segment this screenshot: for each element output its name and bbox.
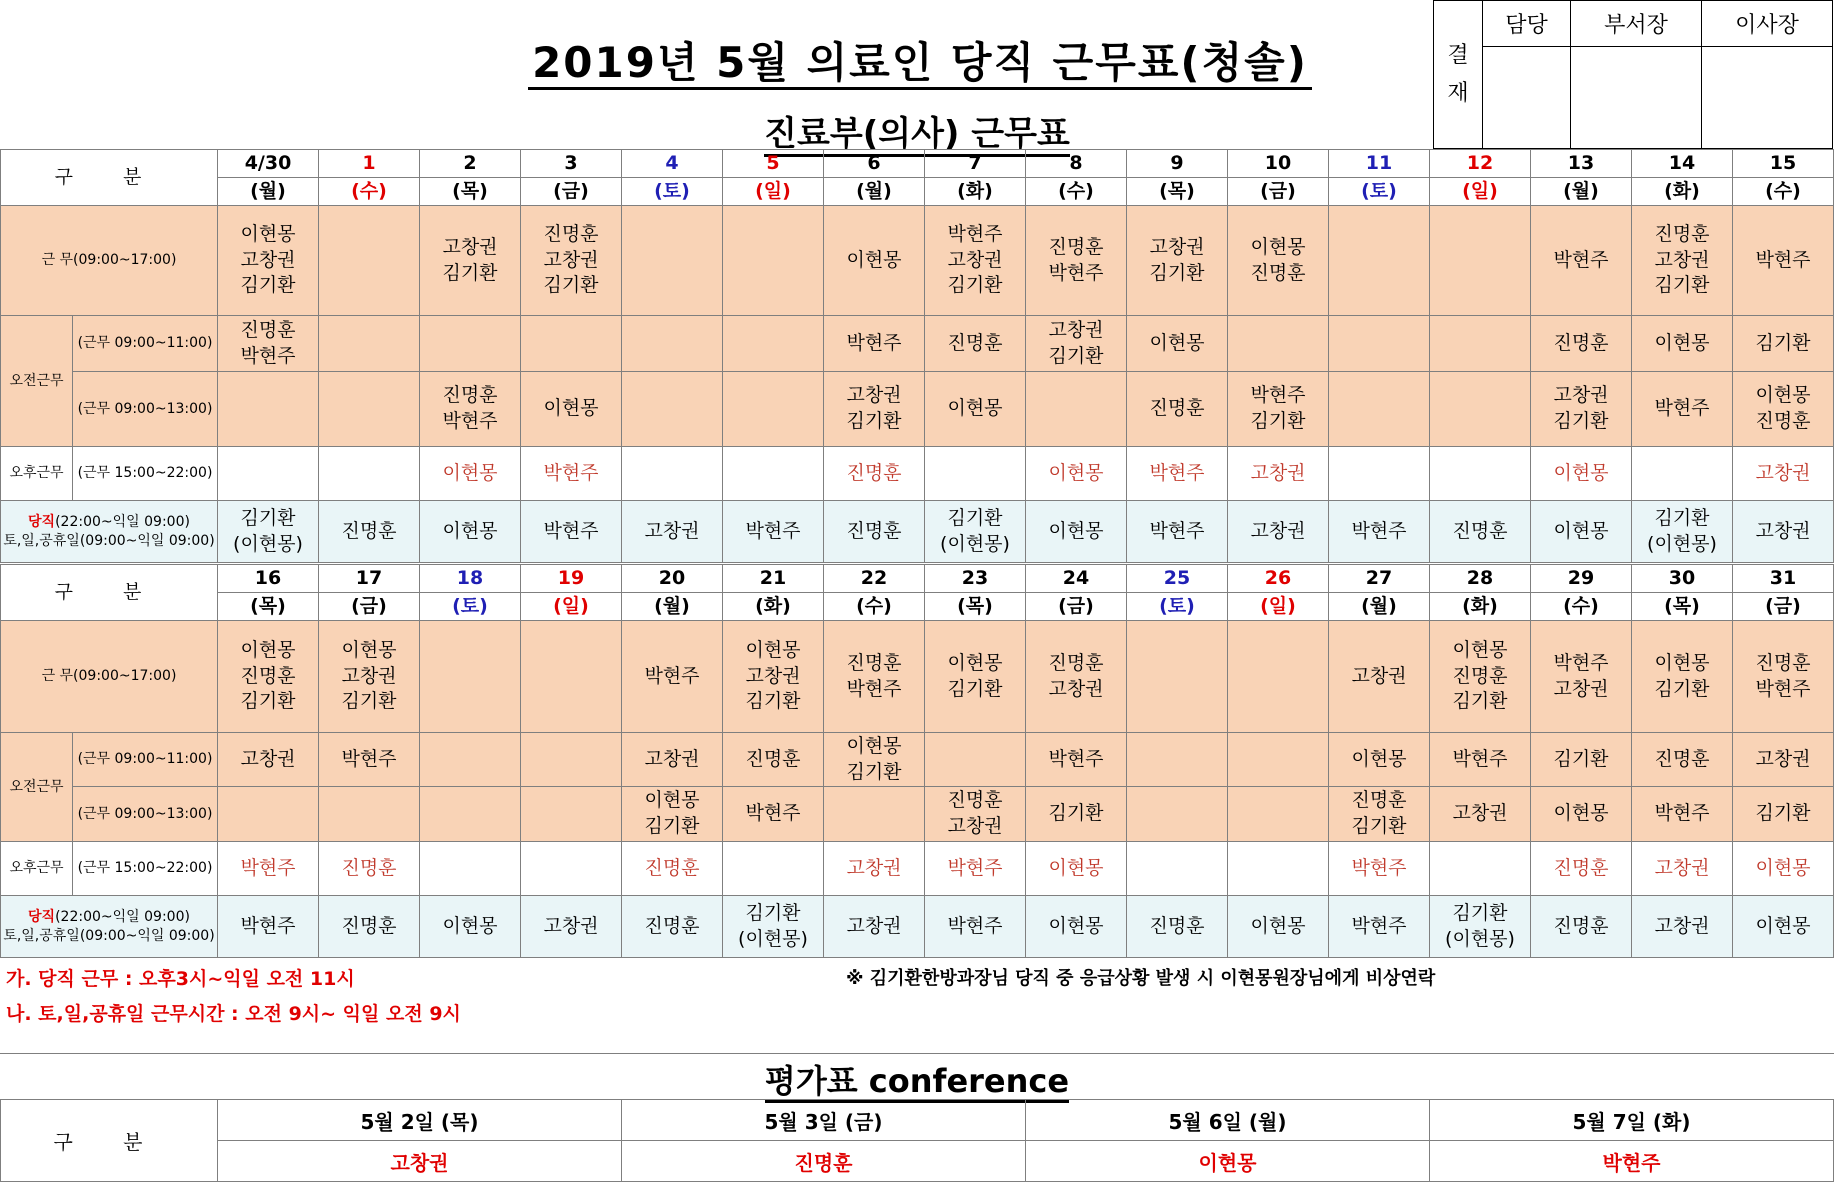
note-duty-hours: 가. 당직 근무 : 오후3시~익일 오전 11시 (6, 968, 355, 990)
date-cell: 17 (319, 565, 420, 593)
date-cell: 15 (1733, 150, 1834, 178)
shift-cell[interactable]: 진명훈 (1531, 842, 1632, 896)
shift-cell[interactable]: 진명훈 고창권 (925, 787, 1026, 842)
weekday-cell: (토) (420, 593, 521, 621)
shift-cell[interactable]: 박현주 (521, 501, 622, 563)
shift-cell[interactable] (622, 316, 723, 372)
weekday-cell: (일) (723, 178, 824, 206)
shift-cell[interactable]: 이현몽 (1127, 316, 1228, 372)
shift-cell[interactable] (1329, 316, 1430, 372)
shift-cell[interactable]: 이현몽 (420, 447, 521, 501)
conference-presenter: 박현주 (1430, 1141, 1834, 1182)
shift-cell[interactable]: 이현몽 (925, 372, 1026, 447)
shift-cell[interactable] (319, 372, 420, 447)
shift-cell[interactable] (420, 733, 521, 787)
weekday-cell: (목) (925, 593, 1026, 621)
row-label-am: 오전근무 (1, 733, 73, 842)
shift-cell[interactable] (925, 447, 1026, 501)
shift-cell[interactable]: 고창권 (622, 733, 723, 787)
shift-cell[interactable]: 이현몽 (521, 372, 622, 447)
date-cell: 13 (1531, 150, 1632, 178)
shift-cell[interactable]: 진명훈 고창권 김기환 (1632, 206, 1733, 316)
conference-presenter: 진명훈 (622, 1141, 1026, 1182)
shift-cell[interactable] (1329, 206, 1430, 316)
shift-cell[interactable] (723, 447, 824, 501)
weekday-cell: (수) (1026, 178, 1127, 206)
shift-cell[interactable] (1127, 787, 1228, 842)
weekday-cell: (금) (1026, 593, 1127, 621)
weekday-cell: (목) (1127, 178, 1228, 206)
shift-cell[interactable]: 이현몽 (1026, 842, 1127, 896)
gubun-label: 구 분 (1, 150, 218, 206)
date-cell: 7 (925, 150, 1026, 178)
date-cell: 22 (824, 565, 925, 593)
shift-cell[interactable]: 이현몽 (1632, 316, 1733, 372)
weekday-cell: (화) (1430, 593, 1531, 621)
shift-cell[interactable]: 김기환 (1733, 787, 1834, 842)
shift-cell[interactable]: 진명훈 (1531, 316, 1632, 372)
date-cell: 4/30 (218, 150, 319, 178)
shift-cell[interactable]: 이현몽 김기환 (1632, 621, 1733, 733)
shift-cell[interactable] (1228, 733, 1329, 787)
shift-cell[interactable]: 진명훈 (723, 733, 824, 787)
weekday-cell: (금) (319, 593, 420, 621)
weekday-cell: (화) (925, 178, 1026, 206)
shift-cell[interactable]: 박현주 (1329, 896, 1430, 958)
shift-cell[interactable]: 고창권 (218, 733, 319, 787)
shift-cell[interactable] (218, 787, 319, 842)
date-cell: 26 (1228, 565, 1329, 593)
shift-cell[interactable]: 이현몽 고창권 김기환 (723, 621, 824, 733)
date-cell: 25 (1127, 565, 1228, 593)
date-cell: 19 (521, 565, 622, 593)
date-cell: 8 (1026, 150, 1127, 178)
date-cell: 11 (1329, 150, 1430, 178)
shift-cell[interactable] (1632, 447, 1733, 501)
shift-cell[interactable]: 진명훈 고창권 김기환 (521, 206, 622, 316)
shift-cell[interactable]: 이현몽 진명훈 김기환 (218, 621, 319, 733)
shift-cell[interactable]: 진명훈 (319, 842, 420, 896)
shift-cell[interactable]: 김기환 (이현몽) (218, 501, 319, 563)
date-cell: 24 (1026, 565, 1127, 593)
shift-cell[interactable] (925, 733, 1026, 787)
date-cell: 9 (1127, 150, 1228, 178)
shift-cell[interactable]: 이현몽 고창권 김기환 (319, 621, 420, 733)
shift-cell[interactable] (622, 372, 723, 447)
shift-cell[interactable] (622, 206, 723, 316)
weekday-cell: (화) (723, 593, 824, 621)
date-cell: 31 (1733, 565, 1834, 593)
duty-weekend-hours: 토,일,공휴일(09:00~익일 09:00) (3, 927, 215, 944)
row-label-duty (1, 896, 218, 958)
shift-cell[interactable]: 고창권 (622, 501, 723, 563)
shift-cell[interactable]: 고창권 (1733, 447, 1834, 501)
shift-cell[interactable]: 진명훈 (622, 896, 723, 958)
shift-cell[interactable] (1228, 787, 1329, 842)
weekday-cell: (일) (521, 593, 622, 621)
shift-cell[interactable]: 이현몽 (1026, 896, 1127, 958)
conference-date: 5월 7일 (화) (1430, 1100, 1834, 1141)
date-cell: 10 (1228, 150, 1329, 178)
shift-cell[interactable]: 박현주 (1329, 501, 1430, 563)
shift-cell[interactable]: 고창권 김기환 (1026, 316, 1127, 372)
weekday-cell: (수) (1733, 178, 1834, 206)
shift-cell[interactable] (824, 787, 925, 842)
section-title: 진료부(의사) 근무표 (0, 106, 1834, 155)
weekday-cell: (수) (1531, 593, 1632, 621)
weekday-cell: (금) (1733, 593, 1834, 621)
shift-cell[interactable] (521, 316, 622, 372)
approval-label: 결 재 (1434, 1, 1483, 149)
shift-cell[interactable]: 박현주 (1026, 733, 1127, 787)
shift-cell[interactable]: 박현주 (1531, 206, 1632, 316)
shift-cell[interactable]: 박현주 (824, 316, 925, 372)
shift-cell[interactable]: 고창권 김기환 (420, 206, 521, 316)
shift-cell[interactable] (622, 447, 723, 501)
shift-cell[interactable] (218, 447, 319, 501)
shift-cell[interactable]: 고창권 (1632, 896, 1733, 958)
conference-date: 5월 2일 (목) (218, 1100, 622, 1141)
shift-cell[interactable]: 이현몽 (1228, 896, 1329, 958)
date-cell: 6 (824, 150, 925, 178)
weekday-cell: (토) (622, 178, 723, 206)
date-cell: 4 (622, 150, 723, 178)
shift-cell[interactable] (1430, 206, 1531, 316)
shift-cell[interactable]: 진명훈 박현주 (1026, 206, 1127, 316)
shift-cell[interactable] (1430, 447, 1531, 501)
gubun-label: 구 분 (1, 565, 218, 621)
weekday-cell: (월) (218, 178, 319, 206)
shift-cell[interactable] (319, 447, 420, 501)
divider (0, 1053, 1834, 1054)
weekday-cell: (월) (824, 178, 925, 206)
shift-cell[interactable]: 박현주 (521, 447, 622, 501)
conference-date: 5월 6일 (월) (1026, 1100, 1430, 1141)
shift-cell[interactable]: 진명훈 박현주 (824, 621, 925, 733)
shift-cell[interactable]: 진명훈 박현주 (420, 372, 521, 447)
shift-cell[interactable]: 박현주 (925, 896, 1026, 958)
weekday-cell: (화) (1632, 178, 1733, 206)
shift-cell[interactable]: 고창권 (1329, 621, 1430, 733)
weekday-cell: (토) (1127, 593, 1228, 621)
shift-cell[interactable]: 진명훈 (1127, 896, 1228, 958)
row-label-am: 오전근무 (1, 316, 73, 447)
shift-cell[interactable]: 진명훈 (1531, 896, 1632, 958)
shift-cell[interactable]: 김기환 (이현몽) (723, 896, 824, 958)
shift-cell[interactable]: 이현몽 (420, 896, 521, 958)
shift-cell[interactable]: 이현몽 김기환 (824, 733, 925, 787)
shift-cell[interactable] (420, 787, 521, 842)
shift-cell[interactable]: 진명훈 (824, 501, 925, 563)
shift-cell[interactable]: 이현몽 김기환 (925, 621, 1026, 733)
shift-cell[interactable]: 진명훈 박현주 (1733, 621, 1834, 733)
shift-cell[interactable]: 고창권 (824, 842, 925, 896)
row-label-pm: 오후근무 (1, 842, 73, 896)
date-cell: 21 (723, 565, 824, 593)
shift-cell[interactable]: 진명훈 김기환 (1329, 787, 1430, 842)
note-emergency: ※ 김기환한방과장님 당직 중 응급상황 발생 시 이현몽원장님에게 비상연락 (846, 968, 1436, 989)
shift-cell[interactable]: 진명훈 고창권 (1026, 621, 1127, 733)
weekday-cell: (월) (622, 593, 723, 621)
shift-cell[interactable] (723, 316, 824, 372)
shift-cell[interactable]: 고창권 (1228, 501, 1329, 563)
shift-cell[interactable]: 김기환 (이현몽) (1632, 501, 1733, 563)
shift-cell[interactable] (1127, 621, 1228, 733)
weekday-cell: (일) (1430, 178, 1531, 206)
shift-cell[interactable]: 이현몽 (1531, 787, 1632, 842)
row-label-work: 근 무(09:00~17:00) (1, 621, 218, 733)
shift-cell[interactable] (319, 316, 420, 372)
shift-cell[interactable]: 진명훈 (1632, 733, 1733, 787)
weekday-cell: (토) (1329, 178, 1430, 206)
shift-cell[interactable] (420, 316, 521, 372)
shift-cell[interactable] (1430, 372, 1531, 447)
shift-cell[interactable] (723, 372, 824, 447)
shift-cell[interactable]: 박현주 (1329, 842, 1430, 896)
shift-cell[interactable] (319, 787, 420, 842)
shift-cell[interactable]: 진명훈 (622, 842, 723, 896)
shift-cell[interactable]: 박현주 (1127, 447, 1228, 501)
date-cell: 18 (420, 565, 521, 593)
shift-cell[interactable]: 박현주 (1127, 501, 1228, 563)
shift-cell[interactable]: 박현주 김기환 (1228, 372, 1329, 447)
shift-cell[interactable] (420, 621, 521, 733)
shift-cell[interactable] (420, 842, 521, 896)
shift-cell[interactable]: 박현주 고창권 (1531, 621, 1632, 733)
shift-cell[interactable]: 고창권 김기환 (1127, 206, 1228, 316)
date-cell: 30 (1632, 565, 1733, 593)
row-label-am1: (근무 09:00~11:00) (73, 316, 218, 372)
shift-cell[interactable]: 박현주 (218, 896, 319, 958)
shift-cell[interactable]: 박현주 (319, 733, 420, 787)
conference-presenter: 고창권 (218, 1141, 622, 1182)
shift-cell[interactable] (1329, 372, 1430, 447)
date-cell: 29 (1531, 565, 1632, 593)
schedule-table-first-half (0, 149, 1834, 563)
shift-cell[interactable]: 이현몽 (1329, 733, 1430, 787)
shift-cell[interactable]: 진명훈 (824, 447, 925, 501)
shift-cell[interactable]: 이현몽 (1733, 896, 1834, 958)
shift-cell[interactable]: 고창권 (824, 896, 925, 958)
shift-cell[interactable]: 고창권 (1733, 733, 1834, 787)
shift-cell[interactable]: 고창권 김기환 (1531, 372, 1632, 447)
shift-cell[interactable]: 김기환 (이현몽) (1430, 896, 1531, 958)
weekday-cell: (목) (1632, 593, 1733, 621)
shift-cell[interactable]: 이현몽 진명훈 (1733, 372, 1834, 447)
duty-hours: (22:00~익일 09:00) (55, 513, 190, 530)
duty-weekend-hours: 토,일,공휴일(09:00~익일 09:00) (3, 532, 215, 549)
shift-cell[interactable]: 박현주 (1632, 372, 1733, 447)
shift-cell[interactable]: 이현몽 진명훈 김기환 (1430, 621, 1531, 733)
shift-cell[interactable]: 진명훈 (1127, 372, 1228, 447)
shift-cell[interactable]: 박현주 (723, 787, 824, 842)
shift-cell[interactable] (1127, 733, 1228, 787)
row-label-am2: (근무 09:00~13:00) (73, 787, 218, 842)
shift-cell[interactable]: 이현몽 김기환 (622, 787, 723, 842)
shift-cell[interactable]: 김기환 (1531, 733, 1632, 787)
weekday-cell: (금) (521, 178, 622, 206)
conference-table (0, 1099, 1834, 1182)
schedule-table-second-half (0, 564, 1834, 958)
shift-cell[interactable]: 진명훈 (319, 896, 420, 958)
row-label-pm1: (근무 15:00~22:00) (73, 447, 218, 501)
weekday-cell: (금) (1228, 178, 1329, 206)
conference-date: 5월 3일 (금) (622, 1100, 1026, 1141)
date-cell: 5 (723, 150, 824, 178)
shift-cell[interactable]: 고창권 김기환 (824, 372, 925, 447)
shift-cell[interactable]: 진명훈 (925, 316, 1026, 372)
date-cell: 3 (521, 150, 622, 178)
shift-cell[interactable]: 고창권 (1733, 501, 1834, 563)
shift-cell[interactable]: 김기환 (1733, 316, 1834, 372)
shift-cell[interactable] (1228, 316, 1329, 372)
shift-cell[interactable]: 박현주 (1430, 733, 1531, 787)
shift-cell[interactable] (218, 372, 319, 447)
shift-cell[interactable] (1228, 842, 1329, 896)
shift-cell[interactable]: 진명훈 박현주 (218, 316, 319, 372)
date-cell: 23 (925, 565, 1026, 593)
row-label-am1: (근무 09:00~11:00) (73, 733, 218, 787)
shift-cell[interactable] (521, 621, 622, 733)
shift-cell[interactable]: 고창권 (1430, 787, 1531, 842)
weekday-cell: (목) (218, 593, 319, 621)
date-cell: 27 (1329, 565, 1430, 593)
note-weekend-hours: 나. 토,일,공휴일 근무시간 : 오전 9시~ 익일 오전 9시 (6, 1003, 461, 1025)
date-cell: 1 (319, 150, 420, 178)
date-cell: 16 (218, 565, 319, 593)
conference-gubun: 구 분 (1, 1100, 218, 1182)
duty-label: 당직 (28, 908, 56, 925)
shift-cell[interactable]: 이현몽 진명훈 (1228, 206, 1329, 316)
shift-cell[interactable]: 박현주 (1632, 787, 1733, 842)
approval-role: 담당 (1483, 1, 1571, 47)
shift-cell[interactable]: 진명훈 (1430, 501, 1531, 563)
shift-cell[interactable] (1026, 372, 1127, 447)
shift-cell[interactable]: 박현주 (925, 842, 1026, 896)
date-cell: 14 (1632, 150, 1733, 178)
row-label-pm1: (근무 15:00~22:00) (73, 842, 218, 896)
shift-cell[interactable]: 이현몽 (1733, 842, 1834, 896)
duty-hours: (22:00~익일 09:00) (55, 908, 190, 925)
shift-cell[interactable]: 이현몽 (1531, 447, 1632, 501)
shift-cell[interactable]: 고창권 (1632, 842, 1733, 896)
shift-cell[interactable]: 박현주 고창권 김기환 (925, 206, 1026, 316)
approval-role: 이사장 (1701, 1, 1832, 47)
shift-cell[interactable]: 이현몽 (420, 501, 521, 563)
row-label-am2: (근무 09:00~13:00) (73, 372, 218, 447)
weekday-cell: (목) (420, 178, 521, 206)
shift-cell[interactable]: 이현몽 (824, 206, 925, 316)
shift-cell[interactable] (723, 842, 824, 896)
shift-cell[interactable] (1430, 316, 1531, 372)
shift-cell[interactable] (1228, 621, 1329, 733)
conference-presenter: 이현몽 (1026, 1141, 1430, 1182)
shift-cell[interactable]: 박현주 (723, 501, 824, 563)
shift-cell[interactable]: 고창권 (1228, 447, 1329, 501)
row-label-pm: 오후근무 (1, 447, 73, 501)
shift-cell[interactable] (521, 787, 622, 842)
weekday-cell: (월) (1531, 178, 1632, 206)
shift-cell[interactable] (1329, 447, 1430, 501)
shift-cell[interactable] (521, 733, 622, 787)
duty-label: 당직 (28, 513, 56, 530)
conference-title: 평가표 conference (0, 1056, 1834, 1102)
shift-cell[interactable]: 김기환 (이현몽) (925, 501, 1026, 563)
row-label-duty (1, 501, 218, 563)
weekday-cell: (월) (1329, 593, 1430, 621)
shift-cell[interactable]: 박현주 (622, 621, 723, 733)
date-cell: 20 (622, 565, 723, 593)
weekday-cell: (수) (319, 178, 420, 206)
weekday-cell: (일) (1228, 593, 1329, 621)
shift-cell[interactable] (1127, 842, 1228, 896)
shift-cell[interactable]: 이현몽 (1531, 501, 1632, 563)
date-cell: 28 (1430, 565, 1531, 593)
shift-cell[interactable]: 박현주 (218, 842, 319, 896)
shift-cell[interactable] (1430, 842, 1531, 896)
shift-cell[interactable] (521, 842, 622, 896)
page-title: 2019년 5월 의료인 당직 근무표(청솔) (500, 30, 1340, 90)
shift-cell[interactable] (319, 206, 420, 316)
shift-cell[interactable]: 김기환 (1026, 787, 1127, 842)
shift-cell[interactable]: 이현몽 (1026, 501, 1127, 563)
shift-cell[interactable] (723, 206, 824, 316)
weekday-cell: (수) (824, 593, 925, 621)
shift-cell[interactable]: 진명훈 (319, 501, 420, 563)
date-cell: 12 (1430, 150, 1531, 178)
date-cell: 2 (420, 150, 521, 178)
shift-cell[interactable]: 고창권 (521, 896, 622, 958)
shift-cell[interactable]: 이현몽 (1026, 447, 1127, 501)
shift-cell[interactable]: 이현몽 고창권 김기환 (218, 206, 319, 316)
shift-cell[interactable]: 박현주 (1733, 206, 1834, 316)
row-label-work: 근 무(09:00~17:00) (1, 206, 218, 316)
approval-role: 부서장 (1571, 1, 1702, 47)
